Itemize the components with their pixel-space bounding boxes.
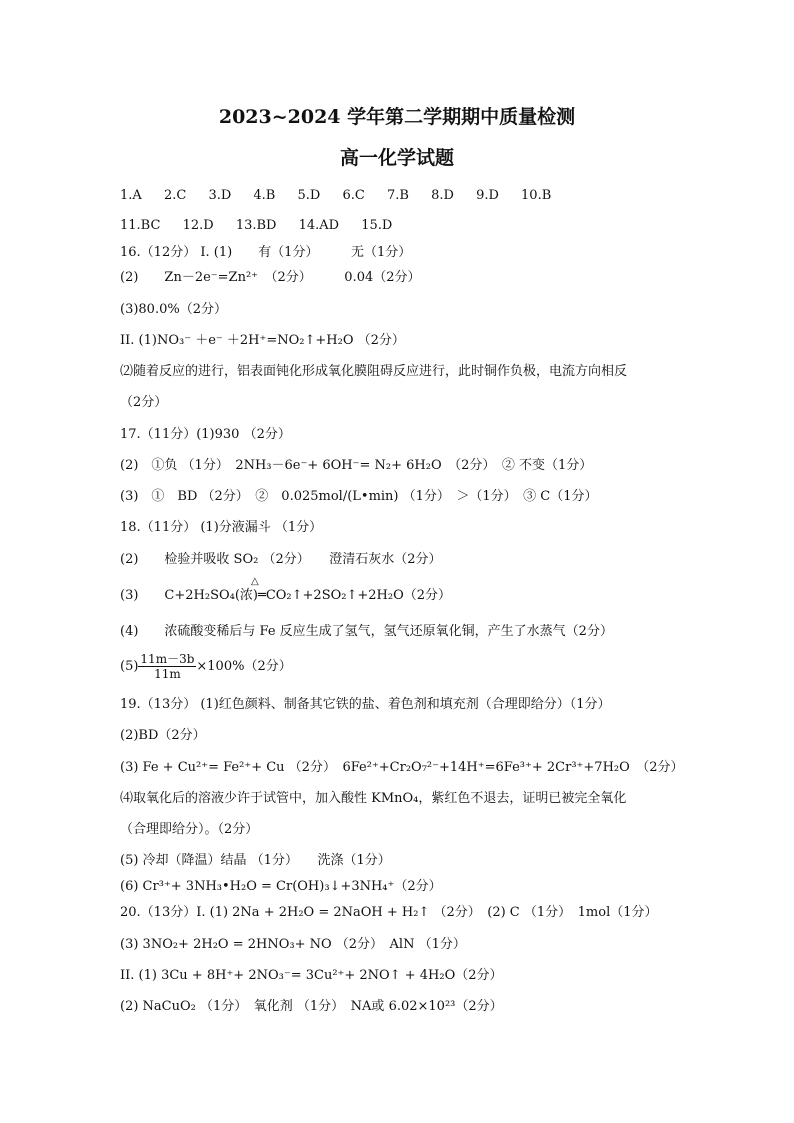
q18-line-5: [120, 652, 292, 681]
answer: 10.B: [521, 188, 552, 203]
answers-row-2: [120, 218, 410, 234]
answers-row-1: [120, 188, 569, 204]
answer: 11.BC: [120, 218, 161, 233]
q16-line-5: ⑵随着反应的进行，铝表面钝化形成氧化膜阻碍反应进行，此时铜作负极，电流方向相反: [120, 364, 628, 379]
q16-line-3: (3)80.0%（2分）: [120, 302, 227, 317]
q20-line-2: (3) 3NO₂+ 2H₂O = 2HNO₃+ NO （2分） AlN （1分）: [120, 937, 466, 952]
answer: 5.D: [297, 188, 321, 203]
q19-line-2: (2)BD（2分）: [120, 728, 206, 743]
answer: 15.D: [361, 218, 393, 233]
q16-line-4: II. (1)NO₃⁻ ＋e⁻ ＋2H⁺=NO₂↑+H₂O （2分）: [120, 333, 405, 348]
answer: 3.D: [208, 188, 232, 203]
q19-line-3: (3) Fe + Cu²⁺= Fe²⁺+ Cu （2分） 6Fe²⁺+Cr₂O₇²⁻+14H⁺=6Fe³⁺+ 2Cr³⁺+7H₂O （2分）: [120, 760, 684, 775]
q17-line-1: 17.（11分）(1)930 （2分）: [120, 427, 291, 442]
q18-line-2: (2) 检验并吸收 SO₂ （2分） 澄清石灰水（2分）: [120, 552, 442, 567]
q16-line-1: [120, 245, 411, 261]
q19-line-5: （合理即给分）。（2分）: [120, 822, 259, 837]
q19-line-1: 19.（13分） (1)红色颜料、制备其它铁的盐、着色剂和填充剂（合理即给分）（1分）: [120, 697, 611, 712]
q18-l5-suffix: ×100%（2分）: [196, 659, 292, 674]
q20-line-3: II. (1) 3Cu + 8H⁺+ 2NO₃⁻= 3Cu²⁺+ 2NO↑ + 4H₂O（2分）: [120, 968, 503, 983]
answer: 8.D: [431, 188, 454, 203]
q16-line-2: (2) Zn－2e⁻=Zn²⁺ （2分） 0.04（2分）: [120, 270, 421, 285]
fraction: [138, 652, 196, 681]
answer: 13.BD: [235, 218, 277, 233]
answer: 7.B: [386, 188, 409, 203]
q17-line-2: (2) ①负 （1分） 2NH₃－6e⁻+ 6OH⁻= N₂+ 6H₂O （2分） ② 不变（1分）: [120, 458, 593, 473]
answer: 9.D: [476, 188, 499, 203]
q17-line-3: (3) ① BD （2分） ② 0.025mol/(L•min) （1分） ＞（1分） ③ C（1分）: [120, 489, 598, 504]
page-title: 2023~2024 学年第二学期期中质量检测: [218, 106, 576, 128]
answer: 1.A: [120, 188, 142, 203]
q19-line-6: (5) 冷却（降温）结晶 （1分） 洗涤（1分）: [120, 853, 391, 868]
fraction-denominator: 11m: [154, 667, 181, 681]
q20-line-4: (2) NaCuO₂ （1分） 氧化剂 （1分） NA或 6.02×10²³（2分）: [120, 999, 503, 1014]
answer: 14.AD: [298, 218, 340, 233]
fraction-numerator: 11m－3b: [140, 652, 195, 666]
q20-line-1: 20.（13分）I. (1) 2Na + 2H₂O = 2NaOH + H₂↑ （2分） (2) C （1分） 1mol（1分）: [120, 905, 658, 920]
answer: 4.B: [253, 188, 276, 203]
q18-line-4: (4) 浓硫酸变稀后与 Fe 反应生成了氢气，氢气还原氧化铜，产生了水蒸气（2分）: [120, 624, 613, 639]
answer: 2.C: [163, 188, 187, 203]
answer: 12.D: [182, 218, 214, 233]
heating-symbol: △: [251, 576, 259, 587]
q16-text: I. (1) 有（1分） 无（1分）: [200, 245, 412, 260]
q19-line-7: (6) Cr³⁺+ 3NH₃•H₂O = Cr(OH)₃↓+3NH₄⁺（2分）: [120, 879, 442, 894]
page-subtitle: 高一化学试题: [339, 147, 454, 169]
q18-line-1: 18.（11分） (1)分液漏斗 （1分）: [120, 520, 323, 535]
q18-line-3: (3) C+2H₂SO₄(浓)═CO₂↑+2SO₂↑+2H₂O（2分）: [120, 588, 451, 603]
q16-line-6: （2分）: [120, 395, 168, 410]
q18-l5-prefix: (5): [120, 659, 139, 674]
answer: 6.C: [342, 188, 365, 203]
q19-line-4: ⑷取氧化后的溶液少许于试管中，加入酸性 KMnO₄，紫红色不退去，证明已被完全氧化: [120, 791, 627, 806]
q16-head: 16.（12分）: [120, 245, 197, 260]
